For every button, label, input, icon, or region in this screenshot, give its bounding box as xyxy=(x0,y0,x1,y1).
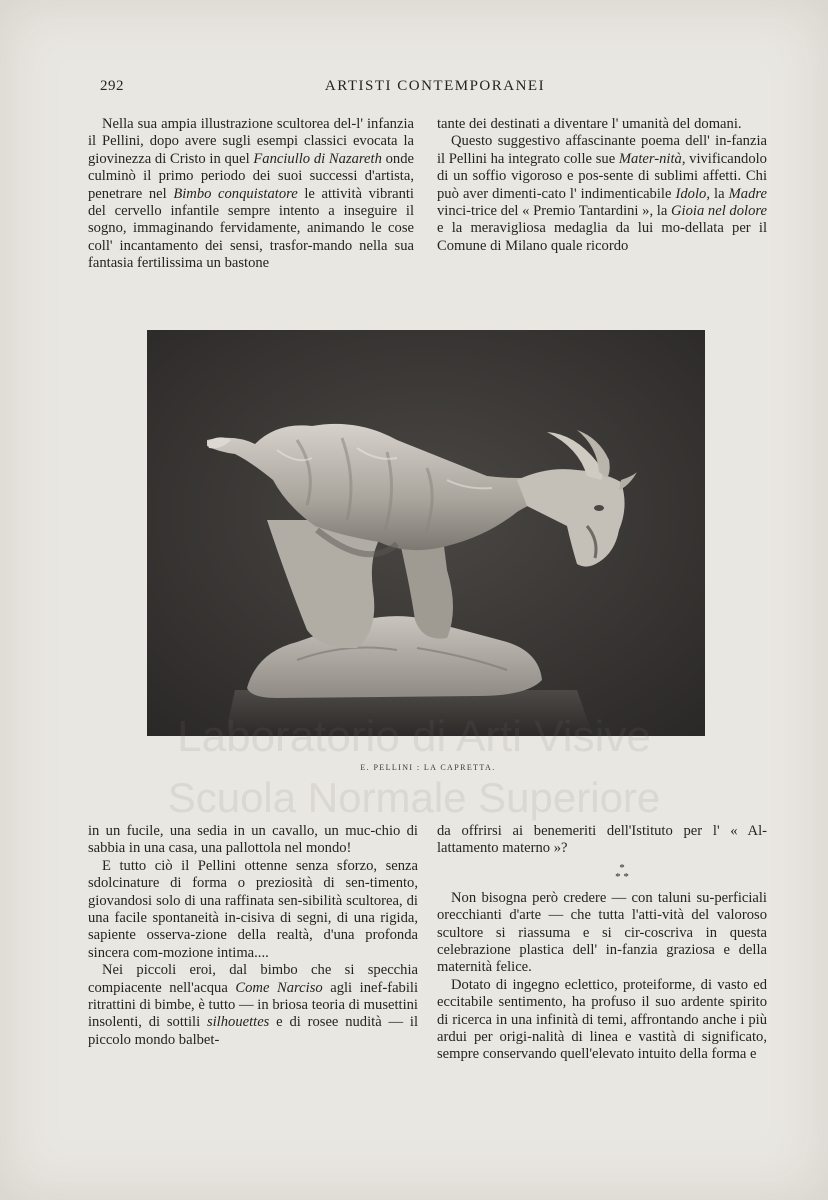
text-column-bottom-left xyxy=(88,823,418,1049)
watermark-line-2: Scuola Normale Superiore xyxy=(167,774,661,821)
text-column-bottom-right xyxy=(437,823,767,1064)
page-number: 292 xyxy=(100,78,124,94)
text-column-top-right xyxy=(437,116,767,255)
paragraph: Nella sua ampia illustrazione scultorea del-l' infanzia il Pellini, dopo avere sugli esempi classici evocata la giovinezza di Cristo in quel Fanciullo di Nazareth onde culminò il primo periodo dei suoi successi d'artista, penetrare nel Bimbo conquistatore le attività vibranti del cervello infantile sempre intento a inseguire il sogno, immaginando fervidamente, animando le cose coll' incantamento dei sensi, trasfor-mando nella sua fantasia fertilissima un bastone xyxy=(88,116,414,272)
paragraph: Nei piccoli eroi, dal bimbo che si specchia compiacente nell'acqua Come Narciso agli inef-fabili ritrattini di bimbe, è tutto — in briosa teoria di musettini insolenti, di sottili silhouettes e di rosee nudità — il piccolo mondo balbet- xyxy=(88,962,419,1048)
section-break-star-bottom: * * xyxy=(615,870,629,883)
paragraph: Questo suggestivo affascinante poema dell' in-fanzia il Pellini ha integrato colle sue Mater-nità, vivificandolo di un soffio vigoroso e pos-sente di sublimi affetti. Chi può aver dimenti-cato l' indimenticabile Idolo, la Madre vinci-trice del « Premio Tantardini », la Gioia nel dolore e la meravigliosa medaglia da lui mo-dellata per il Comune di Milano quale ricordo xyxy=(437,133,767,254)
text-column-bottom-right-continued xyxy=(437,890,767,1064)
watermark-line-1: Laboratorio di Arti Visive xyxy=(177,712,651,761)
text-column-top-left xyxy=(88,116,414,273)
paragraph: E tutto ciò il Pellini ottenne senza sforzo, senza sdolcinature di forma o preziosità di sen-timento, giovandosi solo di una raffinata sen-sibilità scultorea, di una facile spontaneità in-cisiva di segni, di una rigida, sapiente osserva-zione della realtà, d'una profonda sincera com-mozione intima.... xyxy=(88,857,418,961)
figure-caption: E. PELLINI : LA CAPRETTA. xyxy=(360,763,496,772)
paragraph: da offrirsi ai benemeriti dell'Istituto per l' « Al-lattamento materno »? xyxy=(437,823,767,857)
paragraph: Non bisogna però credere — con taluni su-perficiali orecchianti d'arte — che tutta l'atti-vità del valoroso scultore si riassuma e si cir-coscriva in questa celebrazione plastica dell' in-fanzia graziosa e della maternità felice. xyxy=(437,889,767,976)
section-break xyxy=(437,861,767,883)
paragraph: in un fucile, una sedia in un cavallo, un muc-chio di sabbia in una casa, una pallottola nel mondo! xyxy=(88,823,418,857)
paragraph: tante dei destinati a diventare l' umanità del domani. xyxy=(437,116,742,132)
paragraph: Dotato di ingegno eclettico, proteiforme, di vasto ed eccitabile sentimento, ha profuso il suo ardente spirito di ricerca in una infinità di temi, affrontando anche i più ardui per origi-nalità di linea e vastità di significato, sempre conservando quell'elevato intuito della forma e xyxy=(437,976,767,1063)
running-header xyxy=(88,78,768,100)
section-break-star-top: * xyxy=(619,861,625,874)
sculpture-photograph xyxy=(147,330,705,736)
running-title: ARTISTI CONTEMPORANEI xyxy=(324,78,546,94)
